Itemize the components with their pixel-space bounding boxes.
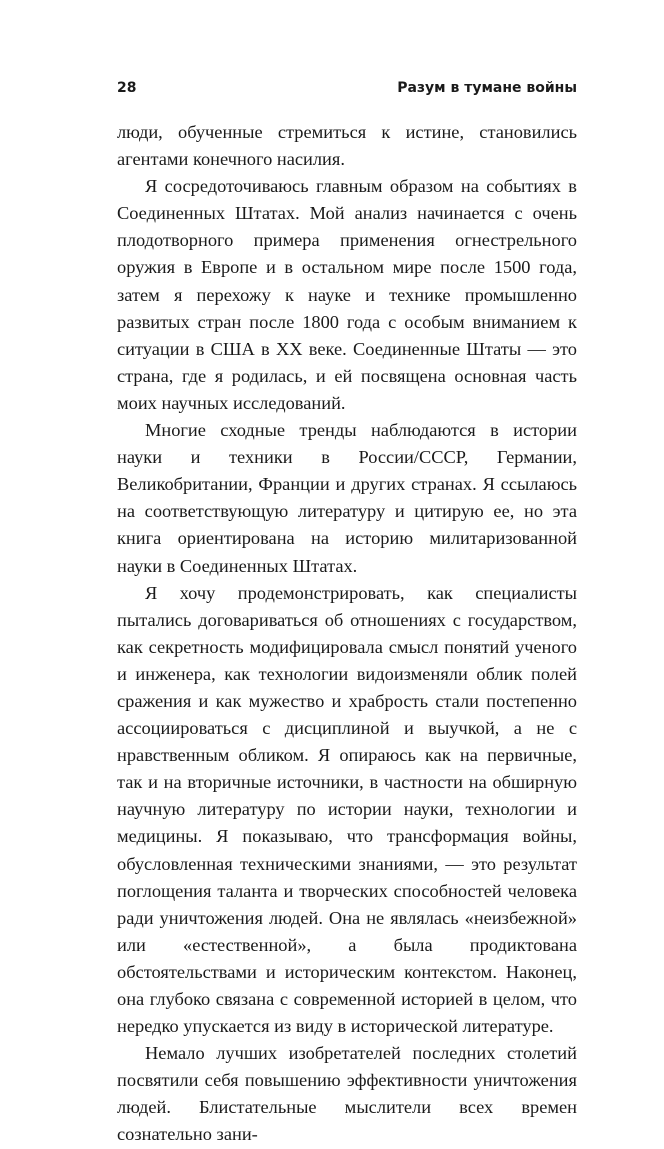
running-title: Разум в тумане войны	[397, 80, 577, 96]
paragraph-5: Немало лучших изобретателей последних столетий посвятили себя повышению эффективности уничтожения людей. Блистательные мыслители всех времен сознательно зани-	[117, 1043, 577, 1145]
paragraph-2: Я сосредоточиваюсь главным образом на событиях в Соединенных Штатах. Мой анализ начинается с очень плодотворного примера применения огнестрельного оружия в Европе и в остальном мире после 1500 года, затем я перехожу к науке и технике промышленно развитых стран после 1800 года с особым вниманием к ситуации в США в XX веке. Соединенные Штаты — это страна, где я родилась, и ей посвящена основная часть моих научных исследований.	[117, 176, 577, 413]
page-number: 28	[117, 80, 137, 96]
paragraph-3: Многие сходные тренды наблюдаются в истории науки и техники в России/СССР, Германии, Великобритании, Франции и других странах. Я ссылаюсь на соответствующую литературу и цитирую ее, но эта книга ориентирована на историю милитаризованной науки в Соединенных Штатах.	[117, 420, 577, 576]
paragraph-4: Я хочу продемонстрировать, как специалисты пытались договариваться об отношениях с государством, как секретность модифицировала смысл понятий ученого и инженера, как технологии видоизменяли облик полей сражения и как мужество и храбрость стали постепенно ассоциироваться с дисциплиной и выучкой, а не с нравственным обликом. Я опираюсь как на первичные, так и на вторичные источники, в частности на обширную научную литературу по истории науки, технологии и медицины. Я показываю, что трансформация войны, обусловленная техническими знаниями, — это результат поглощения таланта и творческих способностей человека ради уничтожения людей. Она не являлась «неизбежной» или «естественной», а была продиктована обстоятельствами и историческим контекстом. Наконец, она глубоко связана с современной историей в целом, что нередко упускается из виду в исторической литературе.	[117, 582, 577, 1037]
body-text	[117, 119, 577, 1149]
page-header	[117, 80, 577, 100]
paragraph-1: люди, обученные стремиться к истине, становились агентами конечного насилия.	[117, 122, 577, 170]
